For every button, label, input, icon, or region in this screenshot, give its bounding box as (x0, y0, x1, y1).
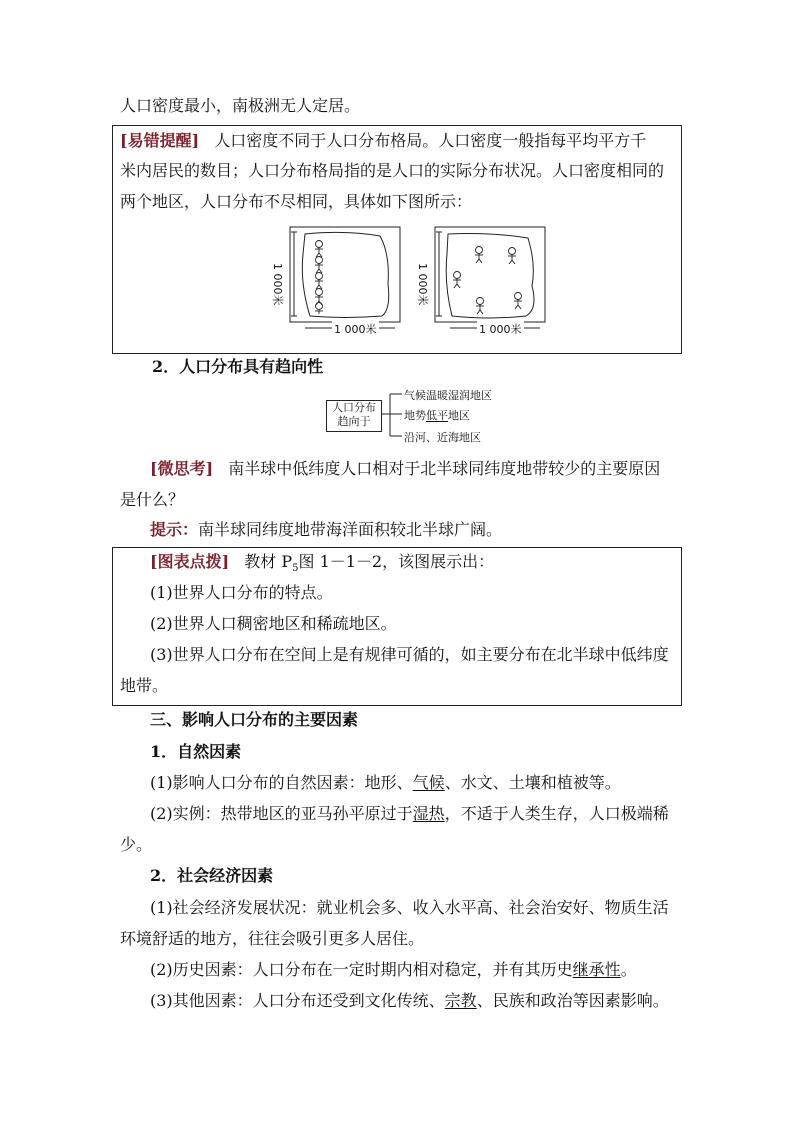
section-3-sub-1: 1．自然因素 (150, 742, 242, 761)
fig1-width-label: 1 000米 (334, 323, 377, 336)
chart-tip-item-3a: (3)世界人口分布在空间上是有规律可循的，如主要分布在北半球中低纬度 (150, 645, 669, 664)
section-3-sub-2: 2．社会经济因素 (150, 866, 274, 885)
tip-line-3: 两个地区，人口分布不尽相同，具体如下图所示： (120, 192, 473, 211)
hint-text: 南半球同纬度地带海洋面积较北半球广阔。 (198, 520, 503, 539)
chart-tip-tag: [图表点拨] (150, 552, 230, 571)
chart-tip-item-1: (1)世界人口分布的特点。 (150, 583, 333, 602)
tip-line-1 (120, 131, 646, 151)
chart-tip-item-3b: 地带。 (120, 676, 169, 695)
other-factors: (3)其他因素：人口分布还受到文化传统、宗教、民族和政治等因素影响。 (150, 991, 669, 1010)
think-tag: [微思考] (150, 459, 214, 478)
trend-box-line-1: 人口分布 (332, 401, 376, 414)
trend-item-1: 气候温暖湿润地区 (404, 389, 492, 402)
section-2-heading: 2．人口分布具有趋向性 (152, 357, 324, 376)
section-3-heading: 三、影响人口分布的主要因素 (150, 710, 359, 729)
chart-tip-item-2: (2)世界人口稠密地区和稀疏地区。 (150, 614, 397, 633)
natural-example: (2)实例：热带地区的亚马孙平原过于湿热，不适于人类生存，人口极端稀 (150, 804, 669, 823)
natural-example-cont: 少。 (120, 835, 153, 854)
chart-tip-intro: [图表点拨] 教材 $P_5$图 1－1－2，该图展示出： (150, 552, 495, 575)
trend-item-3: 沿河、近海地区 (404, 431, 481, 444)
think-line-1: [微思考] 南半球中低纬度人口相对于北半球同纬度地带较少的主要原因 (150, 459, 661, 478)
tip-text-1: 人口密度不同于人口分布格局。人口密度一般指每平均平方千 (214, 131, 647, 150)
trend-diagram (326, 384, 506, 444)
tip-line-2: 米内居民的数目；人口分布格局指的是人口的实际分布状况。人口密度相同的 (120, 161, 665, 180)
natural-factors: (1)影响人口分布的自然因素：地形、气候、水文、土壤和植被等。 (150, 773, 621, 792)
fig2-height-label: 1 000米 (415, 263, 431, 323)
trend-box-line-2: 趋向于 (337, 415, 371, 428)
socio-economic-1b: 环境舒适的地方，往往会吸引更多人居住。 (120, 929, 425, 948)
historical-factor: (2)历史因素：人口分布在一定时期内相对稳定，并有其历史继承性。 (150, 960, 637, 979)
trend-box (326, 400, 382, 432)
trend-item-2: 地势低平地区 (404, 409, 470, 422)
trend-brace (382, 384, 404, 444)
hint-label: 提示： (150, 520, 199, 539)
think-line-2: 是什么？ (120, 490, 185, 509)
socio-economic-1a: (1)社会经济发展状况：就业机会多、收入水平高、社会治安好、物质生活 (150, 898, 669, 917)
fig2-width-label: 1 000米 (479, 323, 522, 336)
fig1-height-label: 1 000米 (270, 263, 286, 323)
think-hint (150, 520, 502, 540)
tip-tag: [易错提醒] (120, 131, 200, 150)
intro-text: 人口密度最小，南极洲无人定居。 (120, 96, 361, 115)
